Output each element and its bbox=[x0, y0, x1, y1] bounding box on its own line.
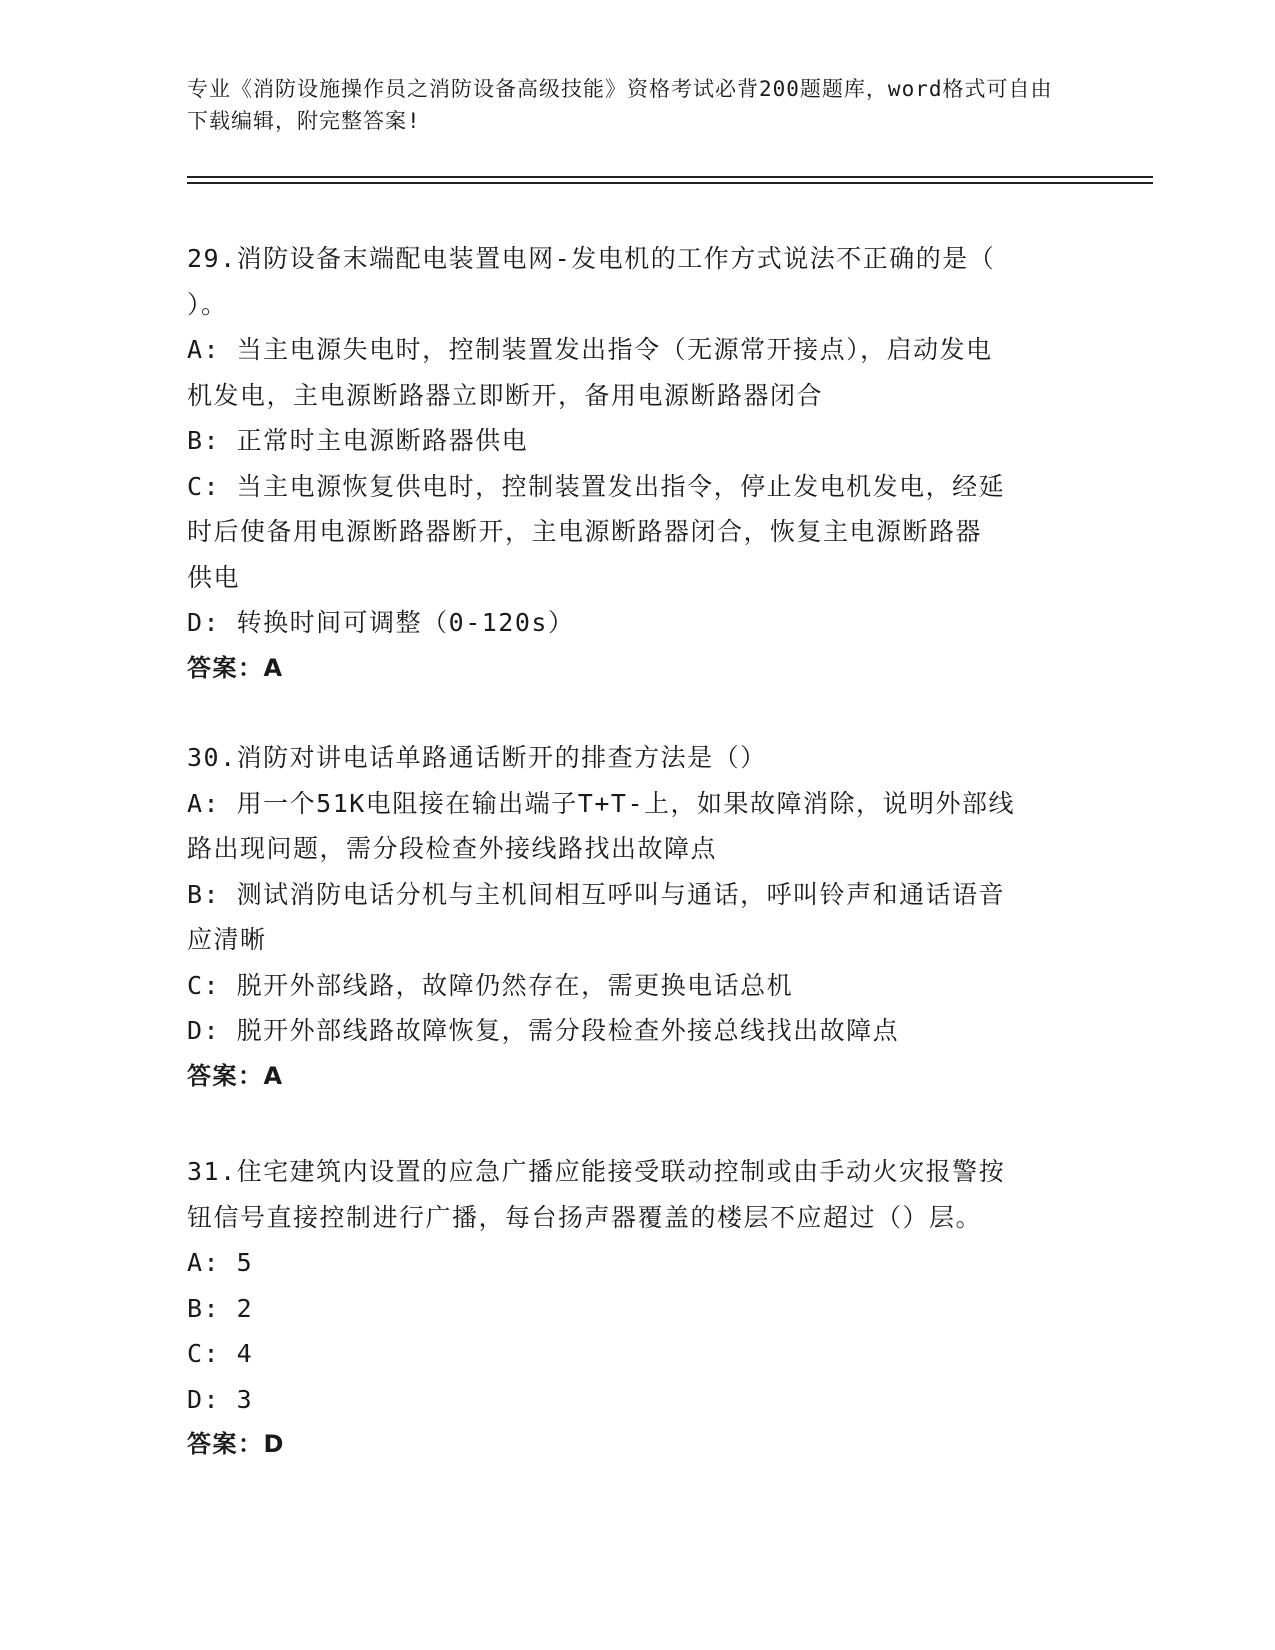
option-a: 机发电，主电源断路器立即断开，备用电源断路器闭合 bbox=[187, 380, 824, 410]
option-c: C: 当主电源恢复供电时，控制装置发出指令，停止发电机发电，经延 bbox=[187, 471, 1006, 501]
option-a: A: 5 bbox=[187, 1248, 254, 1277]
option-d: D: 3 bbox=[187, 1384, 254, 1414]
document-header: 专业《消防设施操作员之消防设备高级技能》资格考试必背200题题库，word格式可自由下载编辑，附完整答案! bbox=[187, 77, 1053, 133]
question-stem-line: ）。 bbox=[187, 289, 228, 319]
option-a: 路出现问题，需分段检查外接线路找出故障点 bbox=[187, 834, 718, 863]
option-a: A: 用一个51K电阻接在输出端子T+T-上，如果故障消除，说明外部线 bbox=[187, 788, 1016, 818]
header-rule-top bbox=[187, 176, 1153, 178]
question-31 bbox=[187, 1149, 1087, 1468]
option-d: D: 脱开外部线路故障恢复，需分段检查外接总线找出故障点 bbox=[187, 1016, 900, 1045]
question-stem-line: 30.消防对讲电话单路通话断开的排查方法是（） bbox=[187, 743, 767, 772]
question-29 bbox=[187, 236, 1087, 691]
option-c: 时后使备用电源断路器断开，主电源断路器闭合，恢复主电源断路器 bbox=[187, 517, 983, 546]
option-b: B: 正常时主电源断路器供电 bbox=[187, 426, 529, 455]
option-c: C: 4 bbox=[187, 1339, 254, 1368]
answer-label: 答案：D bbox=[187, 1430, 285, 1458]
answer-label: 答案：A bbox=[187, 1061, 284, 1090]
option-a: A: 当主电源失电时，控制装置发出指令（无源常开接点），启动发电 bbox=[187, 335, 993, 364]
header-rule-bottom bbox=[187, 182, 1153, 184]
answer-label: 答案：A bbox=[187, 653, 284, 682]
question-30 bbox=[187, 735, 1087, 1099]
option-b: 应清晰 bbox=[187, 925, 267, 954]
question-stem-line: 31.住宅建筑内设置的应急广播应能接受联动控制或由手动火灾报警按 bbox=[187, 1157, 1006, 1186]
question-stem-line: 29.消防设备末端配电装置电网-发电机的工作方式说法不正确的是（ bbox=[187, 244, 996, 273]
option-d: D: 转换时间可调整（0-120s） bbox=[187, 608, 575, 637]
option-c: 供电 bbox=[187, 562, 241, 592]
option-c: C: 脱开外部线路，故障仍然存在，需更换电话总机 bbox=[187, 970, 794, 1000]
question-stem-line: 钮信号直接控制进行广播，每台扬声器覆盖的楼层不应超过（）层。 bbox=[187, 1202, 983, 1232]
option-b: B: 测试消防电话分机与主机间相互呼叫与通话，呼叫铃声和通话语音 bbox=[187, 879, 1006, 909]
option-b: B: 2 bbox=[187, 1293, 254, 1323]
